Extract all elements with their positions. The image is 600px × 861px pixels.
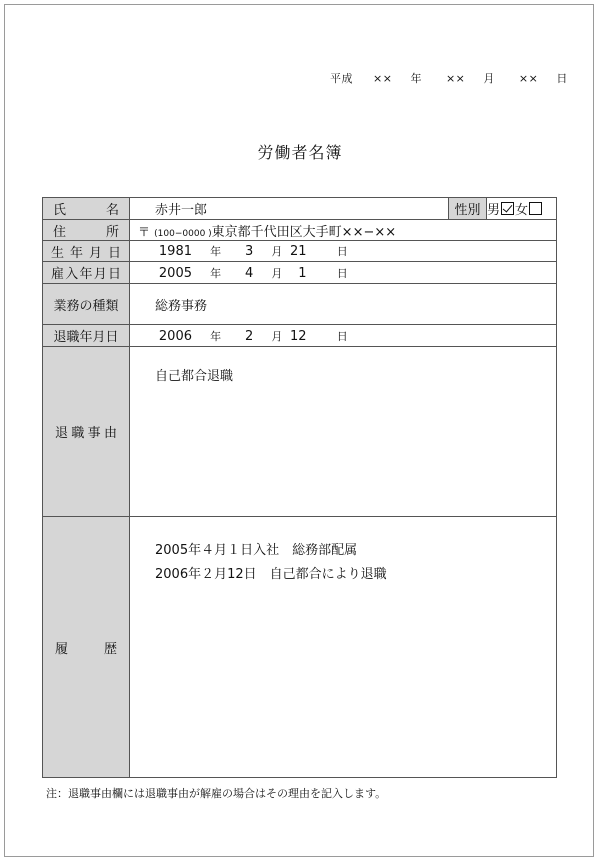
retire-reason-row (43, 347, 557, 517)
hire-date-row (43, 262, 557, 284)
job-type-value: 総務事務 (130, 284, 557, 325)
document-date (330, 70, 568, 86)
retire-date-label: 退職年月日 (43, 325, 130, 347)
retire-month: 2 (245, 328, 254, 344)
address-row (43, 220, 557, 241)
hire-date-label: 雇 入 年 月 日 (43, 262, 130, 284)
history-value (130, 517, 557, 778)
name-label: 氏 名 (43, 198, 130, 220)
birth-year: 1981 (158, 244, 192, 259)
address-label: 住 所 (43, 220, 130, 241)
address-value (130, 220, 557, 241)
name-row (43, 198, 557, 220)
retire-year: 2006 (158, 328, 192, 344)
retire-day: 12 (290, 328, 307, 344)
retire-reason-label: 退 職 事 由 (43, 347, 130, 517)
address-text: 東京都千代田区大手町××−×× (211, 224, 397, 240)
retire-date-row (43, 325, 557, 347)
day-value: ×× (518, 72, 539, 85)
history-label: 履 歴 (43, 517, 130, 778)
year-unit: 年 (410, 72, 422, 85)
birth-month: 3 (245, 244, 254, 259)
retire-date-value: 2006 年 2 月 12 日 (130, 325, 557, 347)
sex-male-checkbox[interactable] (501, 202, 514, 215)
job-type-row (43, 284, 557, 325)
sex-female-checkbox[interactable] (529, 202, 542, 215)
hire-day: 1 (298, 265, 307, 281)
job-type-label: 業務の種類 (43, 284, 130, 325)
sex-male-text: 男 (487, 203, 501, 218)
era: 平成 (330, 72, 353, 85)
history-line: 2005年４月１日入社 総務部配属 (155, 543, 358, 558)
hire-month: 4 (245, 265, 254, 281)
birth-day: 21 (290, 244, 307, 259)
sex-female-text: 女 (515, 203, 529, 218)
name-value: 赤井一郎 (130, 198, 449, 220)
hire-year: 2005 (158, 265, 192, 281)
worker-register-table (42, 197, 557, 778)
birthdate-label: 生 年 月 日 (43, 241, 130, 262)
birthdate-value: 1981 年 3 月 21 日 (130, 241, 557, 262)
footnote: 注：退職事由欄には退職事由が解雇の場合はその理由を記入します。 (46, 787, 387, 800)
history-row (43, 517, 557, 778)
page-title: 労働者名簿 (257, 143, 343, 162)
history-line: 2006年２月12日 自己都合により退職 (155, 567, 387, 582)
month-unit: 月 (483, 72, 495, 85)
month-value: ×× (445, 72, 466, 85)
postal-mark: 〒 (138, 224, 151, 239)
postal-code: (100−0000 ) (154, 228, 212, 239)
sex-value (487, 198, 557, 220)
retire-reason-value: 自己都合退職 (130, 347, 557, 517)
sex-label: 性別 (449, 198, 487, 220)
hire-date-value: 2005 年 4 月 1 日 (130, 262, 557, 284)
year-value: ×× (373, 72, 393, 85)
day-unit: 日 (556, 72, 568, 85)
birthdate-row (43, 241, 557, 262)
